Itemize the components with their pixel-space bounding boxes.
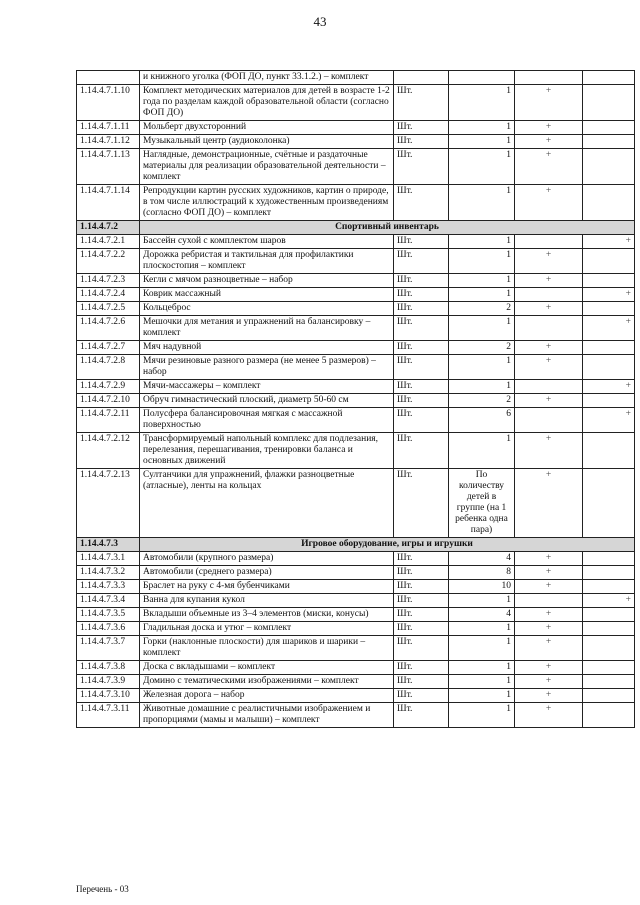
item-unit: Шт. <box>394 288 449 302</box>
item-name: Дорожка ребристая и тактильная для профилактики плоскостопия – комплект <box>140 249 394 274</box>
table-row <box>77 566 635 580</box>
table-row <box>77 552 635 566</box>
table-row <box>77 469 635 538</box>
mark-col-1: + <box>515 689 583 703</box>
item-quantity: 1 <box>449 636 515 661</box>
item-unit: Шт. <box>394 249 449 274</box>
item-unit: Шт. <box>394 703 449 728</box>
mark-col-1 <box>515 408 583 433</box>
item-name: Обруч гимнастический плоский, диаметр 50-60 см <box>140 394 394 408</box>
item-code: 1.14.4.7.1.11 <box>77 121 140 135</box>
item-name: Браслет на руку с 4-мя бубенчиками <box>140 580 394 594</box>
item-code: 1.14.4.7.2.10 <box>77 394 140 408</box>
item-quantity: 1 <box>449 249 515 274</box>
item-quantity: 1 <box>449 661 515 675</box>
table-row <box>77 408 635 433</box>
item-code: 1.14.4.7.2.11 <box>77 408 140 433</box>
item-quantity <box>449 71 515 85</box>
item-unit: Шт. <box>394 408 449 433</box>
mark-col-2 <box>583 622 635 636</box>
item-code: 1.14.4.7.2.4 <box>77 288 140 302</box>
table-row <box>77 608 635 622</box>
item-unit: Шт. <box>394 433 449 469</box>
item-name: Мольберт двухсторонний <box>140 121 394 135</box>
mark-col-1: + <box>515 661 583 675</box>
item-code: 1.14.4.7.1.12 <box>77 135 140 149</box>
mark-col-2 <box>583 341 635 355</box>
table-row <box>77 580 635 594</box>
table-row <box>77 121 635 135</box>
section-code: 1.14.4.7.3 <box>77 538 140 552</box>
item-name: Вкладыши объемные из 3–4 элементов (миски, конусы) <box>140 608 394 622</box>
mark-col-1: + <box>515 135 583 149</box>
item-code: 1.14.4.7.2.5 <box>77 302 140 316</box>
item-unit: Шт. <box>394 341 449 355</box>
table-row <box>77 622 635 636</box>
item-unit: Шт. <box>394 636 449 661</box>
mark-col-2 <box>583 552 635 566</box>
mark-col-2 <box>583 469 635 538</box>
mark-col-2 <box>583 355 635 380</box>
page-number: 43 <box>313 14 327 29</box>
item-quantity: 1 <box>449 622 515 636</box>
section-code: 1.14.4.7.2 <box>77 221 140 235</box>
item-quantity: 1 <box>449 675 515 689</box>
item-quantity: 2 <box>449 302 515 316</box>
item-name: и книжного уголка (ФОП ДО, пункт 33.1.2.) – комплект <box>140 71 394 85</box>
mark-col-1 <box>515 594 583 608</box>
mark-col-2 <box>583 302 635 316</box>
mark-col-2 <box>583 185 635 221</box>
mark-col-2 <box>583 149 635 185</box>
item-unit: Шт. <box>394 580 449 594</box>
item-name: Полусфера балансировочная мягкая с массажной поверхностью <box>140 408 394 433</box>
table-row <box>77 316 635 341</box>
mark-col-2 <box>583 636 635 661</box>
item-quantity: 1 <box>449 135 515 149</box>
mark-col-1: + <box>515 608 583 622</box>
mark-col-2 <box>583 689 635 703</box>
item-quantity: По количеству детей в группе (на 1 ребенка одна пара) <box>449 469 515 538</box>
item-unit: Шт. <box>394 149 449 185</box>
item-name: Комплект методических материалов для детей в возрасте 1-2 года по разделам каждой образовательной области (согласно ФОП ДО) <box>140 85 394 121</box>
mark-col-1: + <box>515 622 583 636</box>
table-row <box>77 135 635 149</box>
mark-col-2: + <box>583 408 635 433</box>
mark-col-2: + <box>583 594 635 608</box>
table-row <box>77 661 635 675</box>
mark-col-1 <box>515 288 583 302</box>
mark-col-1: + <box>515 675 583 689</box>
mark-col-2 <box>583 580 635 594</box>
item-quantity: 1 <box>449 355 515 380</box>
item-code: 1.14.4.7.3.5 <box>77 608 140 622</box>
item-name: Музыкальный центр (аудиоколонка) <box>140 135 394 149</box>
item-unit: Шт. <box>394 394 449 408</box>
mark-col-2 <box>583 249 635 274</box>
item-code: 1.14.4.7.2.2 <box>77 249 140 274</box>
item-code: 1.14.4.7.3.11 <box>77 703 140 728</box>
mark-col-1: + <box>515 302 583 316</box>
equipment-table <box>76 70 635 728</box>
mark-col-2: + <box>583 235 635 249</box>
item-code: 1.14.4.7.2.1 <box>77 235 140 249</box>
item-unit: Шт. <box>394 135 449 149</box>
table-row <box>77 274 635 288</box>
item-name: Султанчики для упражнений, флажки разноцветные (атласные), ленты на кольцах <box>140 469 394 538</box>
item-unit <box>394 71 449 85</box>
mark-col-1 <box>515 71 583 85</box>
item-quantity: 1 <box>449 689 515 703</box>
item-unit: Шт. <box>394 594 449 608</box>
item-unit: Шт. <box>394 689 449 703</box>
table-row <box>77 71 635 85</box>
item-code: 1.14.4.7.1.10 <box>77 85 140 121</box>
table-row <box>77 355 635 380</box>
item-unit: Шт. <box>394 469 449 538</box>
mark-col-2 <box>583 661 635 675</box>
table-row <box>77 433 635 469</box>
mark-col-2 <box>583 85 635 121</box>
item-code: 1.14.4.7.2.3 <box>77 274 140 288</box>
table-row <box>77 149 635 185</box>
item-name: Домино с тематическими изображениями – комплект <box>140 675 394 689</box>
item-name: Трансформируемый напольный комплекс для подлезания, перелезания, перешагивания, тренировки баланса и основных движений <box>140 433 394 469</box>
mark-col-2 <box>583 135 635 149</box>
item-name: Ванна для купания кукол <box>140 594 394 608</box>
item-code: 1.14.4.7.3.1 <box>77 552 140 566</box>
table-row <box>77 185 635 221</box>
mark-col-2 <box>583 703 635 728</box>
item-unit: Шт. <box>394 302 449 316</box>
mark-col-1: + <box>515 85 583 121</box>
mark-col-2 <box>583 274 635 288</box>
item-name: Мячи резиновые разного размера (не менее 5 размеров) – набор <box>140 355 394 380</box>
item-name: Животные домашние с реалистичными изображением и пропорциями (мамы и малыши) – комплект <box>140 703 394 728</box>
item-quantity: 8 <box>449 566 515 580</box>
table-row <box>77 288 635 302</box>
item-code: 1.14.4.7.3.3 <box>77 580 140 594</box>
item-quantity: 1 <box>449 149 515 185</box>
footer-label: Перечень - 03 <box>76 884 129 894</box>
item-name: Железная дорога – набор <box>140 689 394 703</box>
item-quantity: 1 <box>449 235 515 249</box>
mark-col-1: + <box>515 580 583 594</box>
item-unit: Шт. <box>394 622 449 636</box>
item-name: Горки (наклонные плоскости) для шариков и шарики – комплект <box>140 636 394 661</box>
item-name: Репродукции картин русских художников, картин о природе, в том числе иллюстраций к художественным произведениям (согласно ФОП ДО) – комплект <box>140 185 394 221</box>
section-title: Спортивный инвентарь <box>140 221 635 235</box>
item-quantity: 1 <box>449 185 515 221</box>
item-name: Гладильная доска и утюг – комплект <box>140 622 394 636</box>
item-unit: Шт. <box>394 566 449 580</box>
mark-col-1: + <box>515 703 583 728</box>
item-unit: Шт. <box>394 380 449 394</box>
item-quantity: 4 <box>449 608 515 622</box>
item-quantity: 1 <box>449 85 515 121</box>
item-unit: Шт. <box>394 121 449 135</box>
item-code: 1.14.4.7.2.7 <box>77 341 140 355</box>
item-unit: Шт. <box>394 675 449 689</box>
item-quantity: 1 <box>449 316 515 341</box>
item-quantity: 4 <box>449 552 515 566</box>
section-title: Игровое оборудование, игры и игрушки <box>140 538 635 552</box>
table-row <box>77 703 635 728</box>
item-quantity: 1 <box>449 380 515 394</box>
item-unit: Шт. <box>394 552 449 566</box>
mark-col-1: + <box>515 274 583 288</box>
item-name: Доска с вкладышами – комплект <box>140 661 394 675</box>
item-quantity: 1 <box>449 288 515 302</box>
item-unit: Шт. <box>394 274 449 288</box>
item-name: Наглядные, демонстрационные, счётные и раздаточные материалы для реализации образовательной деятельности – комплект <box>140 149 394 185</box>
item-code: 1.14.4.7.2.12 <box>77 433 140 469</box>
item-quantity: 6 <box>449 408 515 433</box>
section-header-sport <box>77 221 635 235</box>
mark-col-1 <box>515 235 583 249</box>
item-quantity: 10 <box>449 580 515 594</box>
item-name: Автомобили (крупного размера) <box>140 552 394 566</box>
table-row <box>77 249 635 274</box>
mark-col-2 <box>583 608 635 622</box>
mark-col-2: + <box>583 380 635 394</box>
mark-col-1: + <box>515 249 583 274</box>
item-quantity: 1 <box>449 274 515 288</box>
item-quantity: 1 <box>449 594 515 608</box>
mark-col-1: + <box>515 469 583 538</box>
item-unit: Шт. <box>394 185 449 221</box>
mark-col-1 <box>515 316 583 341</box>
item-name: Мячи-массажеры – комплект <box>140 380 394 394</box>
item-code: 1.14.4.7.3.6 <box>77 622 140 636</box>
item-unit: Шт. <box>394 235 449 249</box>
item-code: 1.14.4.7.3.8 <box>77 661 140 675</box>
mark-col-1: + <box>515 355 583 380</box>
mark-col-2: + <box>583 288 635 302</box>
table-row <box>77 394 635 408</box>
section-row <box>77 538 635 552</box>
section-row <box>77 221 635 235</box>
item-quantity: 1 <box>449 433 515 469</box>
item-code: 1.14.4.7.2.8 <box>77 355 140 380</box>
mark-col-1: + <box>515 185 583 221</box>
item-unit: Шт. <box>394 355 449 380</box>
table-row <box>77 675 635 689</box>
mark-col-2 <box>583 394 635 408</box>
table-row <box>77 689 635 703</box>
item-code: 1.14.4.7.2.13 <box>77 469 140 538</box>
item-name: Бассейн сухой с комплектом шаров <box>140 235 394 249</box>
table-body-a <box>77 71 635 221</box>
mark-col-2 <box>583 71 635 85</box>
item-code: 1.14.4.7.3.9 <box>77 675 140 689</box>
item-quantity: 2 <box>449 394 515 408</box>
item-quantity: 1 <box>449 121 515 135</box>
table-row <box>77 235 635 249</box>
mark-col-1: + <box>515 341 583 355</box>
section-header-games <box>77 538 635 552</box>
mark-col-2 <box>583 121 635 135</box>
table-body-c <box>77 552 635 728</box>
item-code <box>77 71 140 85</box>
item-code: 1.14.4.7.2.6 <box>77 316 140 341</box>
mark-col-1: + <box>515 552 583 566</box>
mark-col-1: + <box>515 394 583 408</box>
mark-col-1: + <box>515 121 583 135</box>
table-row <box>77 636 635 661</box>
item-name: Кольцеброс <box>140 302 394 316</box>
item-code: 1.14.4.7.3.4 <box>77 594 140 608</box>
table-row <box>77 341 635 355</box>
mark-col-1: + <box>515 149 583 185</box>
item-code: 1.14.4.7.3.2 <box>77 566 140 580</box>
item-code: 1.14.4.7.3.10 <box>77 689 140 703</box>
item-code: 1.14.4.7.1.13 <box>77 149 140 185</box>
item-quantity: 1 <box>449 703 515 728</box>
item-code: 1.14.4.7.2.9 <box>77 380 140 394</box>
mark-col-2 <box>583 433 635 469</box>
mark-col-1 <box>515 380 583 394</box>
table-row <box>77 594 635 608</box>
item-name: Кегли с мячом разноцветные – набор <box>140 274 394 288</box>
mark-col-2: + <box>583 316 635 341</box>
item-unit: Шт. <box>394 316 449 341</box>
item-unit: Шт. <box>394 608 449 622</box>
table-row <box>77 85 635 121</box>
mark-col-2 <box>583 566 635 580</box>
mark-col-1: + <box>515 433 583 469</box>
item-name: Мяч надувной <box>140 341 394 355</box>
item-quantity: 2 <box>449 341 515 355</box>
item-code: 1.14.4.7.1.14 <box>77 185 140 221</box>
table-row <box>77 380 635 394</box>
table-body-b <box>77 235 635 538</box>
item-code: 1.14.4.7.3.7 <box>77 636 140 661</box>
item-name: Мешочки для метания и упражнений на балансировку – комплект <box>140 316 394 341</box>
mark-col-1: + <box>515 636 583 661</box>
item-name: Автомобили (среднего размера) <box>140 566 394 580</box>
item-unit: Шт. <box>394 661 449 675</box>
mark-col-2 <box>583 675 635 689</box>
table-row <box>77 302 635 316</box>
mark-col-1: + <box>515 566 583 580</box>
item-name: Коврик массажный <box>140 288 394 302</box>
item-unit: Шт. <box>394 85 449 121</box>
